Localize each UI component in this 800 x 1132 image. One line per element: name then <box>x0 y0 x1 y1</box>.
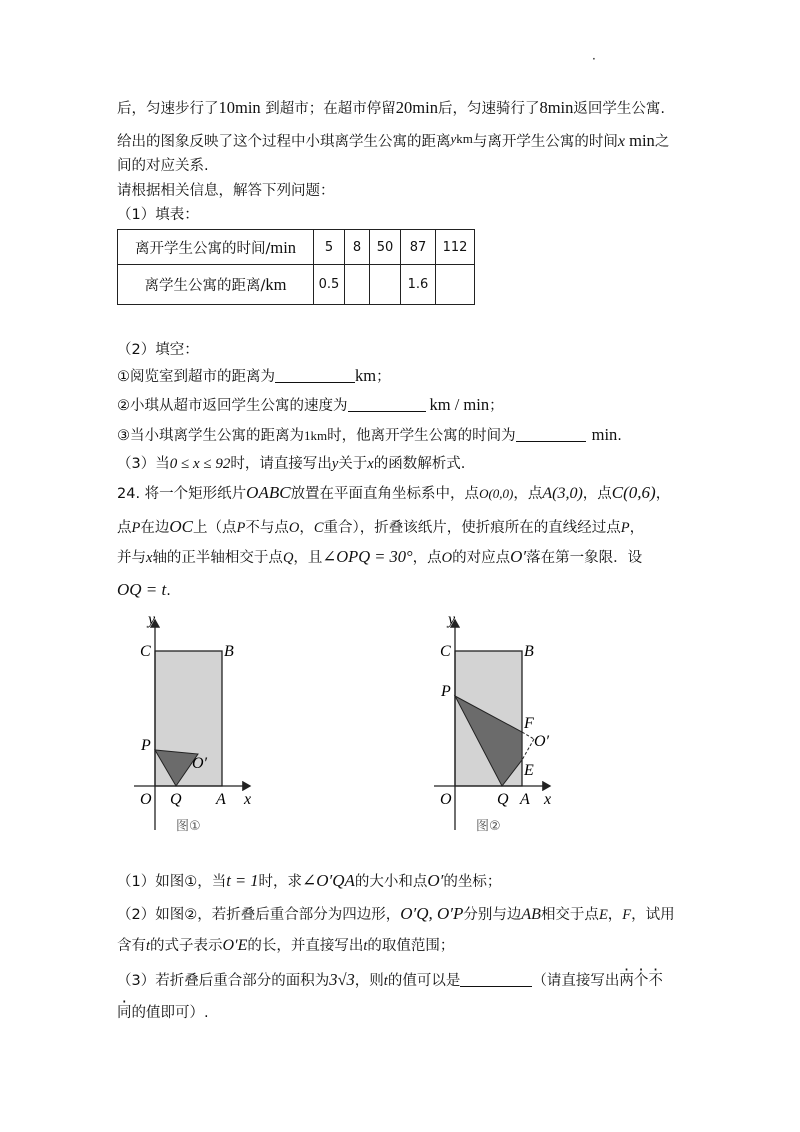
figure-2 <box>420 608 570 840</box>
label-a: A <box>520 791 530 808</box>
label-q: Q <box>497 791 509 808</box>
subquestion-3-line-1: （3）若折叠后重合部分的面积为3√3，则t的值可以是 （请直接写出两个不 <box>117 970 663 989</box>
table-cell: 112 <box>436 230 475 265</box>
problem-24-line-1: 24. 将一个矩形纸片OABC放置在平面直角坐标系中，点O(0,0)，点A(3,0)，点C(0,6)， <box>117 483 671 502</box>
question-2-item-2: ②小琪从超市返回学生公寓的速度为 km / min； <box>117 395 504 414</box>
table-cell <box>370 265 401 305</box>
fold-dashed-2 <box>522 739 534 760</box>
label-c: C <box>440 643 451 660</box>
question-2-item-1: ①阅览室到超市的距离为 km； <box>117 366 391 385</box>
table-cell: 1.6 <box>401 265 436 305</box>
answer-blank <box>348 397 426 412</box>
label-o: O <box>140 791 152 808</box>
label-e: E <box>524 762 534 779</box>
answer-blank <box>460 972 532 987</box>
label-b: B <box>224 643 234 660</box>
label-x: x <box>544 791 552 808</box>
fold-dashed-1 <box>522 732 534 739</box>
table-cell: 50 <box>370 230 401 265</box>
label-a: A <box>216 791 226 808</box>
question-3: （3）当0 ≤ x ≤ 92时，请直接写出y关于x的函数解析式. <box>117 456 466 472</box>
intro-line-2: 给出的图象反映了这个过程中小琪离学生公寓的距离ykm与离开学生公寓的时间x min之 <box>117 131 670 150</box>
subquestion-1: （1）如图①，当t = 1时，求∠O′QA的大小和点O′的坐标； <box>117 871 502 890</box>
table-header-time: 离开学生公寓的时间/min <box>118 230 314 265</box>
figure-2-caption: 图② <box>476 819 501 834</box>
intro-line-4: 请根据相关信息，解答下列问题： <box>117 183 335 199</box>
label-y: y <box>448 611 456 628</box>
problem-24-line-2: 点P在边OC上（点P不与点O，C重合），折叠该纸片，使折痕所在的直线经过点P， <box>117 517 645 536</box>
table-row <box>118 230 475 265</box>
question-1-label: （1）填表： <box>117 207 199 223</box>
figure-1 <box>120 608 270 840</box>
answer-blank <box>516 427 586 442</box>
subquestion-2-line-1: （2）如图②，若折叠后重合部分为四边形，O′Q, O′P分别与边AB相交于点E，F，试用 <box>117 904 675 923</box>
subquestion-2-line-2: 含有t的式子表示O′E的长，并直接写出t的取值范围； <box>117 937 455 954</box>
label-o-prime: O′ <box>192 755 208 772</box>
subquestion-3-line-2: 同的值即可）. <box>117 1005 209 1021</box>
intro-line-1: 后，匀速步行了10min 到超市；在超市停留20min后，匀速骑行了8min返回学生公寓. <box>117 98 665 117</box>
table-cell: 0.5 <box>314 265 345 305</box>
table-cell <box>345 265 370 305</box>
label-c: C <box>140 643 151 660</box>
table-cell: 87 <box>401 230 436 265</box>
label-q: Q <box>170 791 182 808</box>
answer-blank <box>275 368 355 383</box>
page-corner-dot: · <box>592 52 596 66</box>
label-p: P <box>141 737 151 754</box>
data-table <box>117 229 475 305</box>
question-2-item-3: ③当小琪离学生公寓的距离为1km时，他离开学生公寓的时间为 min. <box>117 425 622 444</box>
label-x: x <box>244 791 252 808</box>
table-cell <box>436 265 475 305</box>
intro-line-3: 间的对应关系. <box>117 158 209 174</box>
figure-1-caption: 图① <box>176 819 201 834</box>
label-p: P <box>441 683 451 700</box>
label-o-prime: O′ <box>534 733 550 750</box>
label-y: y <box>148 611 156 628</box>
label-o: O <box>440 791 452 808</box>
question-2-label: （2）填空： <box>117 342 199 358</box>
label-b: B <box>524 643 534 660</box>
problem-24-line-4: OQ = t. <box>117 580 171 599</box>
table-row <box>118 265 475 305</box>
table-cell: 8 <box>345 230 370 265</box>
label-f: F <box>524 715 534 732</box>
table-header-distance: 离学生公寓的距离/km <box>118 265 314 305</box>
table-cell: 5 <box>314 230 345 265</box>
problem-24-line-3: 并与x轴的正半轴相交于点Q，且∠OPQ = 30°，点O的对应点O′落在第一象限．设 <box>117 547 643 566</box>
